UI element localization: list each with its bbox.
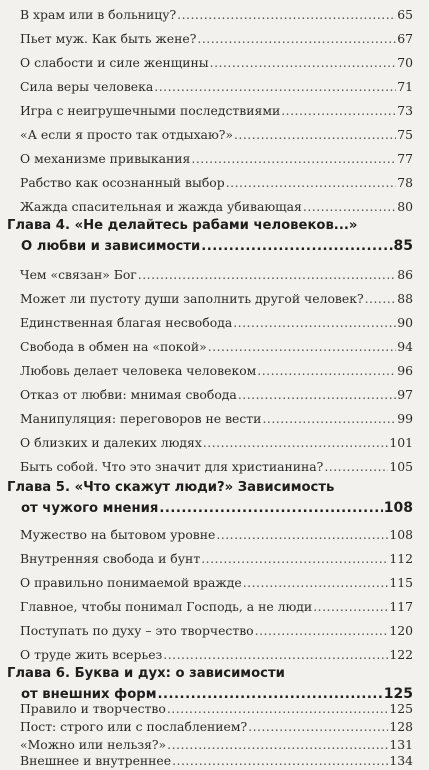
toc-entry xyxy=(20,362,413,380)
dot-leader xyxy=(138,266,396,284)
dot-leader xyxy=(201,550,388,568)
toc-entry xyxy=(20,718,413,736)
entry-page: 134 xyxy=(389,753,413,768)
dot-leader xyxy=(172,752,388,770)
entry-title: Свобода в обмен на «покой» xyxy=(20,339,207,354)
entry-title: О правильно понимаемой вражде xyxy=(20,575,242,590)
dot-leader xyxy=(248,718,388,736)
dot-leader xyxy=(154,78,396,96)
entry-page: 99 xyxy=(397,411,413,426)
toc-entry xyxy=(20,314,413,332)
entry-page: 128 xyxy=(389,719,413,734)
entry-page: 122 xyxy=(389,647,413,662)
entry-page: 75 xyxy=(397,127,413,142)
entry-title: Внутренняя свобода и бунт xyxy=(20,551,201,566)
entry-page: 117 xyxy=(389,599,413,614)
chapter-title-line1: Глава 4. «Не делайтесь рабами человеков...» xyxy=(7,218,358,233)
entry-title: Внешнее и внутреннее xyxy=(20,753,172,768)
chapter-page: 85 xyxy=(393,238,413,254)
chapter-heading xyxy=(7,664,413,705)
toc-entry xyxy=(20,54,413,72)
toc-entry xyxy=(20,700,413,718)
toc-entry xyxy=(20,622,413,640)
entry-title: Сила веры человека xyxy=(20,79,154,94)
chapter-heading xyxy=(7,478,413,519)
entry-title: Главное, чтобы понимал Господь, а не люди xyxy=(20,599,313,614)
dot-leader xyxy=(281,102,396,120)
dot-leader xyxy=(313,598,388,616)
entry-page: 77 xyxy=(397,151,413,166)
dot-leader xyxy=(163,646,388,664)
entry-title: О механизме привыкания xyxy=(20,151,191,166)
dot-leader xyxy=(255,622,389,640)
toc-entry xyxy=(20,646,413,664)
toc-entry xyxy=(20,550,413,568)
toc-entry xyxy=(20,386,413,404)
entry-title: Любовь делает человека человеком xyxy=(20,363,257,378)
dot-leader xyxy=(257,362,396,380)
dot-leader xyxy=(216,526,388,544)
entry-page: 86 xyxy=(397,267,413,282)
dot-leader xyxy=(324,458,388,476)
toc-entry xyxy=(20,526,413,544)
dot-leader xyxy=(191,150,396,168)
chapter-subtitle: от внешних форм xyxy=(21,687,157,702)
toc-entry xyxy=(20,198,413,216)
toc-entry xyxy=(20,752,413,770)
entry-page: 112 xyxy=(389,551,413,566)
dot-leader xyxy=(365,290,397,308)
dot-leader xyxy=(238,386,396,404)
toc-entry xyxy=(20,174,413,192)
entry-page: 90 xyxy=(397,315,413,330)
entry-page: 70 xyxy=(397,55,413,70)
toc-entry xyxy=(20,102,413,120)
entry-title: Игра с неигрушечными последствиями xyxy=(20,103,281,118)
entry-title: Поступать по духу – это творчество xyxy=(20,623,254,638)
chapter-title-line1: Глава 5. «Что скажут люди?» Зависимость xyxy=(7,480,335,495)
toc-entry xyxy=(20,434,413,452)
entry-page: 67 xyxy=(397,31,413,46)
dot-leader xyxy=(234,126,396,144)
entry-page: 65 xyxy=(397,7,413,22)
toc-entry xyxy=(20,78,413,96)
entry-title: Жажда спасительная и жажда убивающая xyxy=(20,199,302,214)
toc-entry xyxy=(20,150,413,168)
entry-title: О слабости и силе женщины xyxy=(20,55,209,70)
entry-title: О близких и далеких людях xyxy=(20,435,202,450)
entry-page: 131 xyxy=(389,737,413,752)
toc-entry xyxy=(20,266,413,284)
entry-page: 125 xyxy=(389,701,413,716)
toc-entry xyxy=(20,458,413,476)
entry-title: Рабство как осознанный выбор xyxy=(20,175,225,190)
entry-page: 80 xyxy=(397,199,413,214)
entry-title: Пост: строго или с послаблением? xyxy=(20,719,248,734)
dot-leader xyxy=(167,700,389,718)
chapter-subtitle: от чужого мнения xyxy=(21,501,159,516)
chapter-title-line1: Глава 6. Буква и дух: о зависимости xyxy=(7,666,285,681)
entry-title: Отказ от любви: мнимая свобода xyxy=(20,387,237,402)
toc-entry xyxy=(20,30,413,48)
dot-leader xyxy=(226,174,397,192)
entry-title: Манипуляция: переговоров не вести xyxy=(20,411,262,426)
toc-entry xyxy=(20,290,413,308)
toc-entry xyxy=(20,6,413,24)
entry-title: Правило и творчество xyxy=(20,701,166,716)
dot-leader xyxy=(208,338,397,356)
chapter-title-line2 xyxy=(7,236,413,257)
toc-entry xyxy=(20,574,413,592)
toc-entry xyxy=(20,338,413,356)
dot-leader xyxy=(210,54,397,72)
chapter-heading xyxy=(7,216,413,257)
entry-page: 101 xyxy=(389,435,413,450)
toc-entry xyxy=(20,598,413,616)
entry-title: Быть собой. Что это значит для христианина? xyxy=(20,459,324,474)
entry-title: Пьет муж. Как быть жене? xyxy=(20,31,197,46)
entry-page: 94 xyxy=(397,339,413,354)
entry-page: 105 xyxy=(389,459,413,474)
entry-title: Мужество на бытовом уровне xyxy=(20,527,216,542)
entry-page: 97 xyxy=(397,387,413,402)
dot-leader xyxy=(243,574,389,592)
dot-leader xyxy=(303,198,396,216)
entry-title: Чем «связан» Бог xyxy=(20,267,137,282)
entry-title: «А если я просто так отдыхаю?» xyxy=(20,127,233,142)
entry-page: 96 xyxy=(397,363,413,378)
entry-page: 115 xyxy=(389,575,413,590)
dot-leader xyxy=(233,314,396,332)
chapter-page: 108 xyxy=(383,500,413,516)
entry-title: О труде жить всерьез xyxy=(20,647,163,662)
entry-title: Может ли пустоту души заполнить другой человек? xyxy=(20,291,364,306)
entry-page: 108 xyxy=(389,527,413,542)
dot-leader xyxy=(201,237,392,257)
entry-title: В храм или в больницу? xyxy=(20,7,177,22)
entry-page: 120 xyxy=(389,623,413,638)
chapter-page: 125 xyxy=(383,686,413,702)
toc-entry xyxy=(20,126,413,144)
entry-page: 88 xyxy=(397,291,413,306)
dot-leader xyxy=(197,30,396,48)
chapter-title-line2 xyxy=(7,498,413,519)
dot-leader xyxy=(159,499,382,519)
entry-page: 73 xyxy=(397,103,413,118)
entry-page: 71 xyxy=(397,79,413,94)
dot-leader xyxy=(203,434,389,452)
entry-title: Единственная благая несвобода xyxy=(20,315,233,330)
entry-page: 78 xyxy=(397,175,413,190)
toc-entry xyxy=(20,410,413,428)
dot-leader xyxy=(177,6,396,24)
dot-leader xyxy=(262,410,396,428)
chapter-subtitle: О любви и зависимости xyxy=(21,239,201,254)
entry-title: «Можно или нельзя?» xyxy=(20,737,167,752)
